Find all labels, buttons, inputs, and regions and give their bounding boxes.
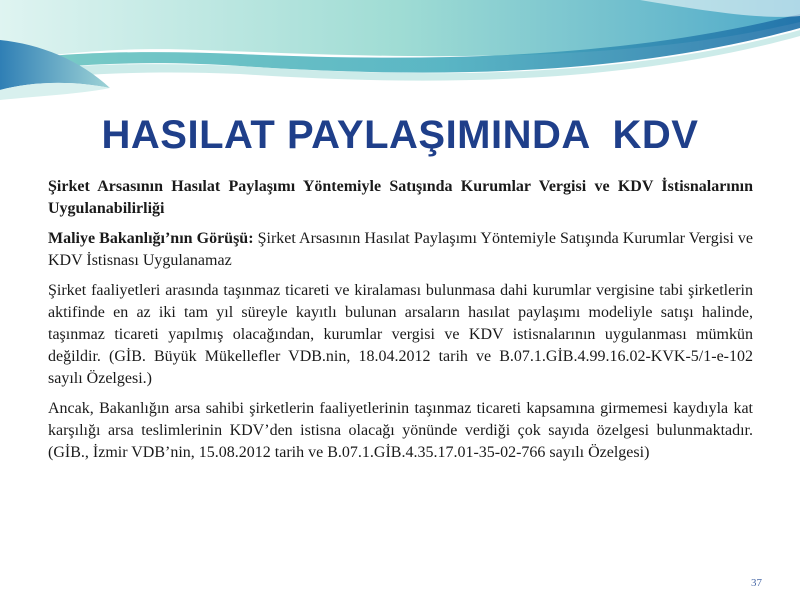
decorative-wave-banner	[0, 0, 800, 110]
section-heading: Şirket Arsasının Hasılat Paylaşımı Yöntemiyle Satışında Kurumlar Vergisi ve KDV İstisnalarının Uygulanabilirliği	[48, 178, 753, 217]
ministry-view-label: Maliye Bakanlığı’nın Görüşü:	[48, 230, 254, 247]
ministry-view-text: Şirket Arsasının Hasılat Paylaşımı Yöntemiyle Satışında Kurumlar Vergisi ve KDV İstisnası Uygulanamaz	[48, 230, 753, 269]
ministry-view-paragraph	[48, 228, 753, 272]
body-paragraph-1: Şirket faaliyetleri arasında taşınmaz ticareti ve kiralaması bulunmasa dahi kurumlar vergisine tabi şirketlerin aktifinde en az iki tam yıl süreyle kayıtlı bulunan arsaların hasılat paylaşımı modeliyle satışı halinde, taşınmaz ticareti yapılmış olacağından, kurumlar vergisi ve KDV istisnalarının uygulanması mümkün değildir. (GİB. Büyük Mükellefler VDB.nin, 18.04.2012 tarih ve B.07.1.GİB.4.99.16.02-KVK-5/1-e-102 sayılı Özelgesi.)	[48, 282, 753, 387]
body-paragraph-2: Ancak, Bakanlığın arsa sahibi şirketlerin faaliyetlerinin taşınmaz ticareti kapsamına girmemesi kaydıyla kat karşılığı arsa teslimlerinin KDV’den istisna olacağı yönünde verdiği çok sayıda özelgesi bulunmaktadır. (GİB., İzmir VDB’nin, 15.08.2012 tarih ve B.07.1.GİB.4.35.17.01-35-02-766 sayılı Özelgesi)	[48, 400, 753, 461]
slide-title: HASILAT PAYLAŞIMINDA KDV	[101, 113, 699, 157]
slide-body	[48, 176, 753, 472]
page-number: 37	[751, 577, 762, 589]
